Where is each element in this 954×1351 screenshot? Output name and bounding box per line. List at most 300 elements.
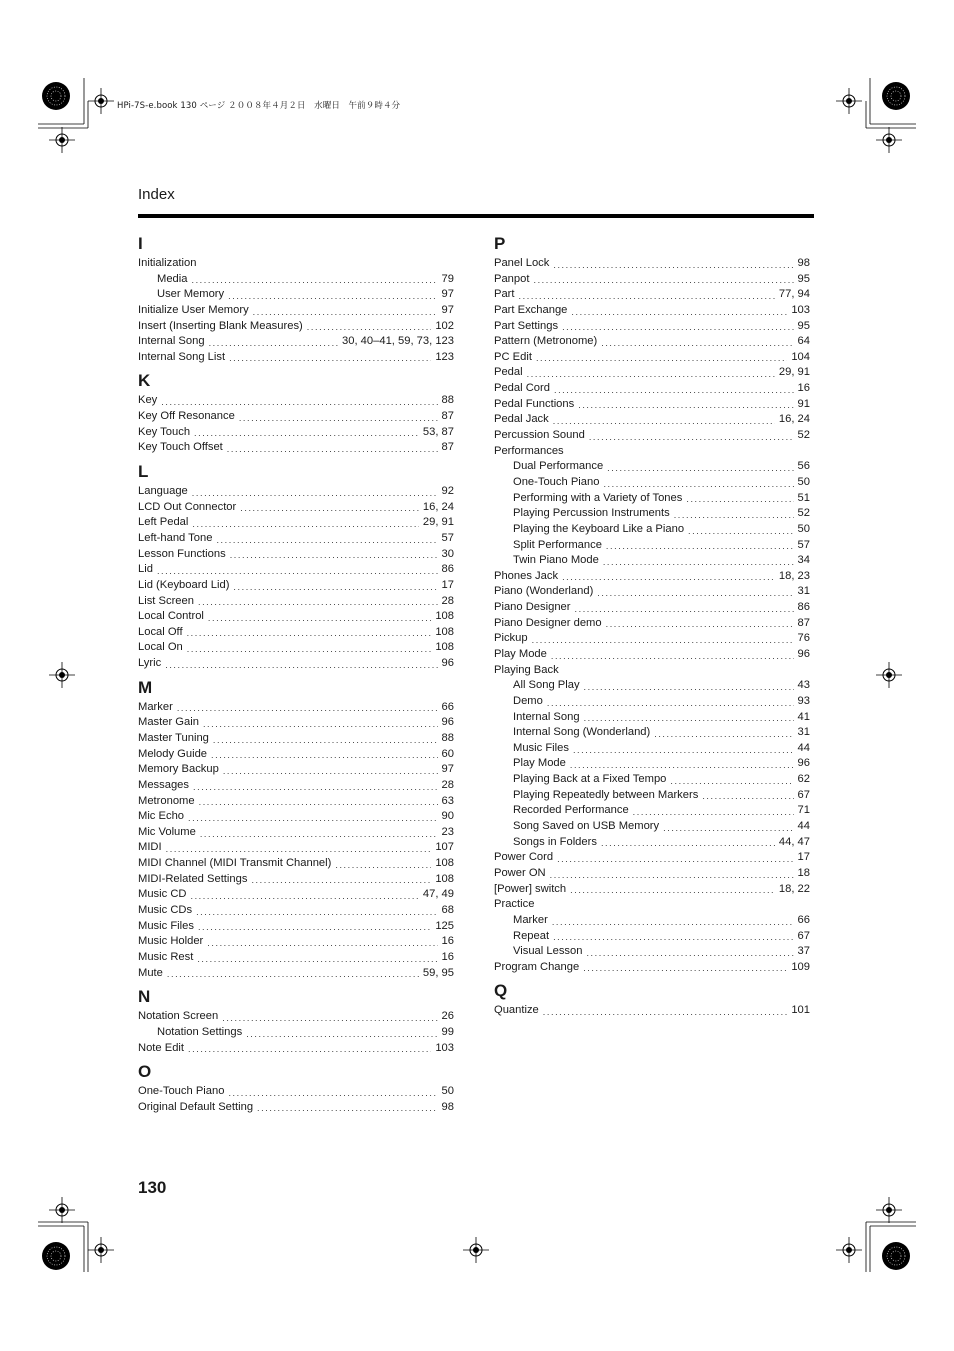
- index-subentry: [494, 694, 810, 710]
- index-page-refs: 86: [441, 563, 454, 576]
- index-term: Piano Designer: [494, 601, 571, 614]
- index-subentry: [494, 803, 810, 819]
- dot-leader: [177, 701, 438, 715]
- index-page-refs: 50: [797, 522, 810, 535]
- index-entry: [138, 903, 454, 919]
- dot-leader: [197, 952, 437, 966]
- index-page-refs: 31: [797, 726, 810, 739]
- index-page-refs: 31: [797, 585, 810, 598]
- index-entry: [494, 428, 810, 444]
- index-page-refs: 29, 91: [422, 516, 454, 529]
- index-page-refs: 28: [441, 778, 454, 791]
- index-term: Original Default Setting: [138, 1100, 254, 1113]
- dot-leader: [654, 727, 793, 741]
- index-page-refs: 97: [441, 303, 454, 316]
- index-subentry: [494, 491, 810, 507]
- index-entry: [138, 825, 454, 841]
- index-term: Lid (Keyboard Lid): [138, 578, 230, 591]
- index-entry: [138, 1084, 454, 1100]
- index-entry: [494, 647, 810, 663]
- index-letter-heading: I: [138, 234, 143, 253]
- index-term: Performing with a Variety of Tones: [513, 491, 683, 504]
- index-term: Lyric: [138, 657, 162, 670]
- dot-leader: [670, 774, 793, 788]
- index-page-refs: 88: [441, 732, 454, 744]
- index-term: Program Change: [494, 960, 580, 973]
- index-term: Playing Back: [494, 663, 559, 676]
- index-term: User Memory: [157, 288, 225, 301]
- index-entry: [138, 425, 454, 441]
- index-page-refs: 87: [441, 441, 454, 454]
- dot-leader: [211, 748, 438, 762]
- index-page-refs: 67: [797, 788, 810, 801]
- index-subentry: [494, 929, 810, 945]
- dot-leader: [547, 696, 794, 710]
- dot-leader: [554, 383, 794, 397]
- index-term: Melody Guide: [138, 747, 208, 760]
- index-term: Songs in Folders: [513, 835, 597, 848]
- index-term: Metronome: [138, 794, 195, 807]
- index-entry: [494, 350, 810, 366]
- index-entry: [494, 256, 810, 272]
- index-term: Piano Designer demo: [494, 616, 602, 629]
- index-page-refs: 16: [441, 935, 454, 948]
- dot-leader: [192, 517, 419, 531]
- index-subentry: [494, 506, 810, 522]
- index-term: Initialize User Memory: [138, 303, 249, 316]
- index-term: Initialization: [138, 256, 197, 269]
- index-term: Internal Song: [138, 335, 205, 348]
- dot-leader: [198, 595, 438, 609]
- index-term: Play Mode: [513, 757, 566, 770]
- index-page-refs: 98: [797, 256, 810, 269]
- index-term: Playing Repeatedly between Markers: [513, 788, 699, 801]
- index-entry: [138, 966, 454, 982]
- book-file-info: HPi-7S-e.book 130 ページ ２００８年４月２日 水曜日 午前９時４分: [117, 101, 401, 111]
- registration-mark-icon: [836, 1237, 862, 1263]
- index-term: Music CD: [138, 888, 187, 901]
- dot-leader: [199, 795, 438, 809]
- index-term: Local Off: [138, 625, 183, 638]
- index-page-refs: 96: [441, 716, 454, 729]
- index-term: LCD Out Connector: [138, 500, 237, 513]
- index-page-refs: 103: [435, 1041, 454, 1054]
- dot-leader: [553, 930, 793, 944]
- index-entry: [138, 1041, 454, 1057]
- index-page-refs: 16, 24: [422, 500, 454, 513]
- index-entry: [138, 656, 454, 672]
- index-term: Performances: [494, 444, 564, 457]
- index-subentry: [494, 819, 810, 835]
- index-subentry: [494, 741, 810, 757]
- dot-leader: [688, 524, 794, 538]
- dot-leader: [230, 548, 438, 562]
- index-term: Part: [494, 288, 515, 301]
- index-entry: [494, 319, 810, 335]
- registration-star-icon: [42, 82, 70, 110]
- dot-leader: [607, 461, 793, 475]
- index-page-refs: 71: [797, 804, 810, 817]
- index-entry: [138, 578, 454, 594]
- dot-leader: [570, 883, 775, 897]
- index-entry: [138, 350, 454, 366]
- index-term: Pedal: [494, 366, 523, 379]
- dot-leader: [575, 602, 794, 616]
- dot-leader: [527, 367, 775, 381]
- dot-leader: [200, 827, 438, 841]
- dot-leader: [223, 764, 438, 778]
- index-term: Music CDs: [138, 904, 193, 917]
- index-subentry: [494, 788, 810, 804]
- index-entry: [494, 850, 810, 866]
- index-page-refs: 63: [441, 794, 454, 807]
- index-page-refs: 77, 94: [778, 288, 810, 301]
- index-page-refs: 123: [435, 350, 454, 363]
- index-page-refs: 93: [797, 694, 810, 707]
- dot-leader: [193, 780, 438, 794]
- index-entry: [138, 484, 454, 500]
- index-page-refs: 26: [441, 1010, 454, 1023]
- dot-leader: [251, 873, 431, 887]
- index-page-refs: 92: [441, 485, 454, 498]
- index-term: Mute: [138, 966, 163, 979]
- dot-leader: [606, 539, 794, 553]
- index-entry: [138, 256, 454, 272]
- index-page-refs: 57: [441, 531, 454, 544]
- dot-leader: [213, 733, 438, 747]
- index-page-refs: 44: [797, 741, 810, 754]
- index-term: Messages: [138, 778, 189, 791]
- registration-mark-icon: [836, 88, 862, 114]
- index-page-refs: 97: [441, 288, 454, 301]
- index-page-refs: 28: [441, 594, 454, 607]
- dot-leader: [601, 336, 793, 350]
- index-term: Language: [138, 485, 188, 498]
- index-page-refs: 67: [797, 929, 810, 942]
- index-entry: [494, 897, 810, 913]
- index-page-refs: 125: [435, 919, 454, 932]
- dot-leader: [562, 320, 793, 334]
- index-entry: [494, 397, 810, 413]
- index-page-refs: 50: [797, 475, 810, 488]
- index-page-refs: 59, 95: [422, 966, 454, 979]
- index-page-refs: 57: [797, 538, 810, 551]
- dot-leader: [686, 492, 793, 506]
- index-term: Music Holder: [138, 935, 204, 948]
- index-entry: [138, 515, 454, 531]
- index-page-refs: 43: [797, 679, 810, 692]
- index-letter-heading: P: [494, 234, 506, 253]
- index-page-refs: 95: [797, 272, 810, 285]
- dot-leader: [191, 273, 437, 287]
- index-entry: [494, 866, 810, 882]
- dot-leader: [633, 805, 794, 819]
- dot-leader: [187, 626, 432, 640]
- index-page-refs: 98: [441, 1100, 454, 1113]
- index-page-refs: 97: [441, 763, 454, 776]
- index-page-refs: 41: [797, 710, 810, 723]
- index-term: Playing Percussion Instruments: [513, 507, 670, 520]
- dot-leader: [584, 680, 794, 694]
- index-page-refs: 34: [797, 554, 810, 567]
- dot-leader: [165, 658, 437, 672]
- index-column-right: [494, 232, 810, 1019]
- index-entry: [138, 794, 454, 810]
- dot-leader: [519, 289, 775, 303]
- index-term: Music Rest: [138, 950, 194, 963]
- index-term: Visual Lesson: [513, 945, 583, 958]
- dot-leader: [239, 411, 438, 425]
- dot-leader: [533, 273, 793, 287]
- dot-leader: [573, 743, 794, 757]
- dot-leader: [227, 442, 438, 456]
- index-entry: [138, 731, 454, 747]
- index-term: Master Gain: [138, 716, 199, 729]
- dot-leader: [188, 811, 438, 825]
- index-page-refs: 52: [797, 507, 810, 520]
- dot-leader: [601, 836, 775, 850]
- index-letter-heading: Q: [494, 981, 508, 1001]
- index-page-refs: 108: [435, 857, 454, 870]
- index-subentry: [494, 475, 810, 491]
- index-term: One-Touch Piano: [138, 1085, 225, 1098]
- index-term: Key: [138, 394, 158, 407]
- index-entry: [138, 934, 454, 950]
- index-entry: [138, 856, 454, 872]
- index-entry: [494, 600, 810, 616]
- index-term: Playing Back at a Fixed Tempo: [513, 773, 667, 786]
- registration-star-icon: [42, 1242, 70, 1270]
- registration-mark-icon: [876, 662, 902, 688]
- dot-leader: [532, 633, 794, 647]
- index-subentry: [138, 1025, 454, 1041]
- index-entry: [138, 1009, 454, 1025]
- index-term: Marker: [513, 913, 548, 926]
- index-subentry: [494, 710, 810, 726]
- index-entry: [138, 640, 454, 656]
- dot-leader: [571, 305, 787, 319]
- index-term: Power ON: [494, 866, 546, 879]
- index-term: Part Settings: [494, 319, 559, 332]
- index-page-refs: 101: [791, 1004, 810, 1017]
- dot-leader: [606, 617, 794, 631]
- dot-leader: [578, 398, 793, 412]
- dot-leader: [207, 936, 437, 950]
- index-subentry: [494, 522, 810, 538]
- index-page-refs: 18, 22: [778, 882, 810, 895]
- dot-leader: [536, 351, 787, 365]
- index-entry: [494, 1003, 810, 1019]
- index-entry: [138, 303, 454, 319]
- index-entry: [494, 882, 810, 898]
- dot-leader: [157, 564, 438, 578]
- index-term: Lesson Functions: [138, 547, 226, 560]
- dot-leader: [188, 1042, 431, 1056]
- index-entry: [138, 762, 454, 778]
- index-term: Notation Screen: [138, 1010, 219, 1023]
- dot-leader: [167, 967, 419, 981]
- index-page-refs: 108: [435, 625, 454, 638]
- index-term: Mic Volume: [138, 825, 196, 838]
- index-letter-heading: K: [138, 371, 151, 391]
- registration-mark-icon: [876, 127, 902, 153]
- index-page-refs: 37: [797, 945, 810, 958]
- index-page-refs: 16: [797, 382, 810, 395]
- registration-star-icon: [882, 82, 910, 110]
- index-page-refs: 47, 49: [422, 888, 454, 901]
- dot-leader: [570, 758, 794, 772]
- index-page-refs: 60: [441, 747, 454, 760]
- dot-leader: [663, 821, 793, 835]
- index-term: List Screen: [138, 594, 194, 607]
- index-entry: [494, 663, 810, 679]
- index-letter-heading: O: [138, 1062, 152, 1082]
- index-term: Pattern (Metronome): [494, 335, 598, 348]
- index-term: Memory Backup: [138, 763, 219, 776]
- registration-mark-icon: [88, 88, 114, 114]
- index-page-refs: 96: [797, 757, 810, 770]
- dot-leader: [208, 611, 431, 625]
- index-term: Left Pedal: [138, 516, 189, 529]
- index-entry: [494, 569, 810, 585]
- dot-leader: [194, 426, 419, 440]
- dot-leader: [203, 717, 438, 731]
- index-page-refs: 68: [441, 904, 454, 917]
- index-entry: [494, 631, 810, 647]
- index-term: Recorded Performance: [513, 804, 629, 817]
- index-term: Left-hand Tone: [138, 531, 213, 544]
- index-page-refs: 16: [441, 950, 454, 963]
- dot-leader: [603, 555, 794, 569]
- index-term: Dual Performance: [513, 460, 604, 473]
- index-term: Playing the Keyboard Like a Piano: [513, 522, 685, 535]
- index-page-refs: 87: [797, 616, 810, 629]
- index-entry: [138, 547, 454, 563]
- index-entry: [138, 334, 454, 350]
- index-page-refs: 104: [791, 350, 810, 363]
- index-page-refs: 18: [797, 866, 810, 879]
- index-entry: [138, 715, 454, 731]
- index-page-refs: 103: [791, 303, 810, 316]
- index-subentry: [494, 459, 810, 475]
- index-column-left: [138, 232, 454, 1115]
- index-subentry: [494, 772, 810, 788]
- index-term: Key Touch: [138, 425, 191, 438]
- registration-mark-icon: [49, 1197, 75, 1223]
- index-subentry: [494, 913, 810, 929]
- index-page-refs: 99: [441, 1025, 454, 1038]
- index-term: MIDI: [138, 841, 162, 854]
- dot-leader: [603, 477, 793, 491]
- dot-leader: [553, 258, 793, 272]
- index-page-refs: 30, 40–41, 59, 73, 123: [342, 335, 454, 348]
- index-subentry: [494, 678, 810, 694]
- index-term: Key Off Resonance: [138, 410, 235, 423]
- index-entry: [138, 409, 454, 425]
- dot-leader: [253, 305, 438, 319]
- index-term: Panpot: [494, 272, 530, 285]
- index-entry: [138, 609, 454, 625]
- index-entry: [138, 700, 454, 716]
- dot-leader: [562, 570, 775, 584]
- dot-leader: [589, 430, 794, 444]
- index-term: Panel Lock: [494, 256, 550, 269]
- index-page-refs: 18, 23: [778, 569, 810, 582]
- index-term: Pickup: [494, 632, 528, 645]
- index-term: Key Touch Offset: [138, 441, 223, 454]
- index-term: Local On: [138, 641, 183, 654]
- index-term: Pedal Jack: [494, 413, 549, 426]
- index-term: Play Mode: [494, 648, 547, 660]
- index-term: [Power] switch: [494, 882, 567, 895]
- index-entry: [494, 444, 810, 460]
- index-entry: [494, 616, 810, 632]
- dot-leader: [543, 1005, 788, 1019]
- index-entry: [138, 919, 454, 935]
- index-term: MIDI Channel (MIDI Transmit Channel): [138, 857, 332, 870]
- index-page-refs: 108: [435, 641, 454, 654]
- index-page-refs: 62: [797, 773, 810, 786]
- index-entry: [138, 887, 454, 903]
- index-term: Practice: [494, 898, 535, 911]
- index-page-refs: 95: [797, 319, 810, 332]
- dot-leader: [307, 320, 432, 334]
- index-page-refs: 30: [441, 547, 454, 560]
- dot-leader: [335, 858, 431, 872]
- index-term: Insert (Inserting Blank Measures): [138, 319, 303, 332]
- dot-leader: [192, 486, 438, 500]
- dot-leader: [583, 961, 787, 975]
- dot-leader: [246, 1027, 437, 1041]
- index-term: Master Tuning: [138, 732, 209, 744]
- index-entry: [494, 272, 810, 288]
- index-entry: [138, 594, 454, 610]
- index-term: MIDI-Related Settings: [138, 872, 248, 885]
- dot-leader: [209, 336, 338, 350]
- index-term: Internal Song List: [138, 350, 226, 363]
- index-entry: [138, 809, 454, 825]
- index-entry: [494, 334, 810, 350]
- index-page-refs: 102: [435, 319, 454, 332]
- index-subentry: [494, 725, 810, 741]
- index-page-refs: 23: [441, 825, 454, 838]
- index-entry: [138, 778, 454, 794]
- index-term: Music Files: [513, 741, 569, 754]
- index-entry: [138, 531, 454, 547]
- index-page-refs: 44: [797, 820, 810, 833]
- index-entry: [494, 287, 810, 303]
- section-title: Index: [138, 186, 175, 203]
- index-term: Lid: [138, 563, 153, 576]
- index-term: One-Touch Piano: [513, 475, 600, 488]
- dot-leader: [597, 586, 793, 600]
- index-page-refs: 87: [441, 410, 454, 423]
- index-subentry: [138, 287, 454, 303]
- dot-leader: [586, 946, 793, 960]
- index-entry: [138, 440, 454, 456]
- index-term: All Song Play: [513, 679, 580, 692]
- dot-leader: [216, 533, 437, 547]
- index-term: Internal Song: [513, 710, 580, 723]
- index-subentry: [494, 538, 810, 554]
- registration-mark-icon: [49, 127, 75, 153]
- index-term: Pedal Functions: [494, 397, 575, 410]
- index-term: Local Control: [138, 610, 204, 623]
- index-page-refs: 109: [791, 960, 810, 973]
- dot-leader: [228, 1086, 437, 1100]
- index-page-refs: 90: [441, 810, 454, 823]
- index-page-refs: 29, 91: [778, 366, 810, 379]
